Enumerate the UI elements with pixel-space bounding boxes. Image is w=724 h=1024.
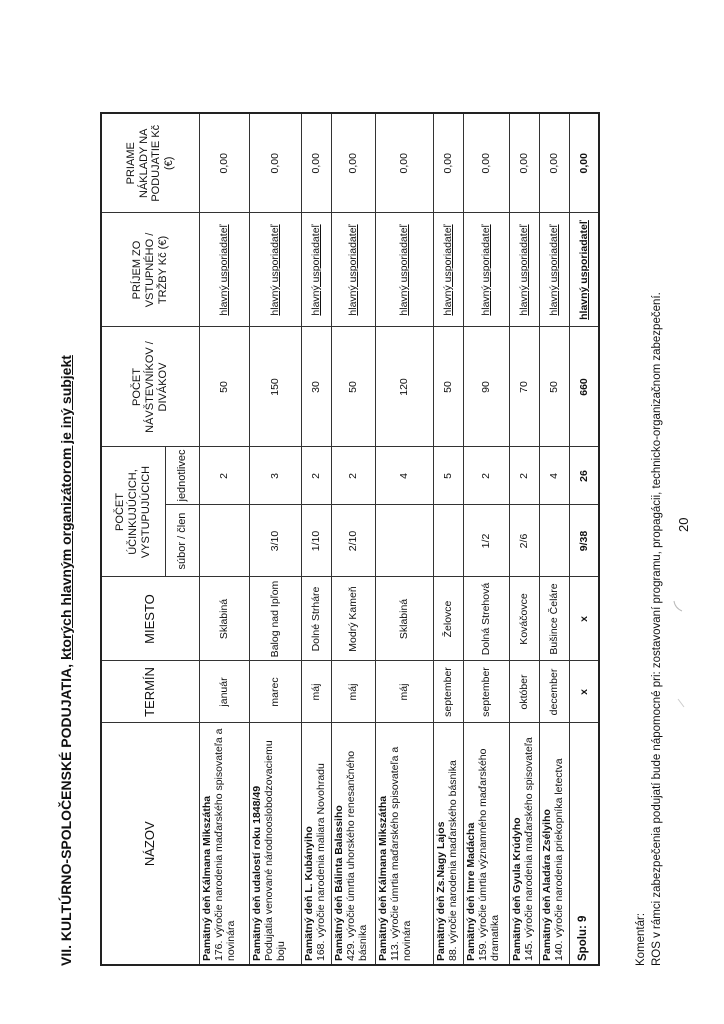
event-costs: 0,00 bbox=[463, 113, 509, 213]
total-date: x bbox=[569, 661, 599, 723]
organizer-label: hlavný usporiadateľ bbox=[217, 224, 230, 316]
event-title: Pamätný deň Aladára Zsélyiho bbox=[540, 809, 553, 961]
event-place: Sklabiná bbox=[375, 577, 433, 661]
total-individual: 26 bbox=[569, 447, 599, 505]
pencil-mark-icon bbox=[673, 600, 683, 612]
event-cell bbox=[509, 723, 539, 965]
event-visitors: 90 bbox=[463, 327, 509, 447]
organizer-label: hlavný usporiadateľ bbox=[268, 224, 281, 316]
event-visitors: 50 bbox=[539, 327, 569, 447]
event-title: Pamätný deň Zs.Nagy Lajos bbox=[434, 821, 447, 961]
event-individual: 5 bbox=[433, 447, 463, 505]
event-desc: 429. výročie úmrtia uhorského renesančného básnika bbox=[344, 750, 369, 961]
event-costs: 0,00 bbox=[331, 113, 375, 213]
event-date: september bbox=[463, 661, 509, 723]
event-ensemble: 1/10 bbox=[301, 505, 331, 577]
event-visitors: 120 bbox=[375, 327, 433, 447]
event-ensemble: 3/10 bbox=[249, 505, 301, 577]
event-visitors: 50 bbox=[331, 327, 375, 447]
event-desc: 113. výročie úmrtia maďarského spisovateľa a novinára bbox=[388, 746, 413, 961]
event-date: máj bbox=[301, 661, 331, 723]
event-individual: 2 bbox=[301, 447, 331, 505]
event-individual: 2 bbox=[331, 447, 375, 505]
event-title: Pamätný deň Kálmana Mikszátha bbox=[200, 795, 213, 961]
total-visitors: 660 bbox=[569, 327, 599, 447]
event-cell bbox=[199, 723, 249, 965]
comment-text: ROS v rámci zabezpečenia podujatí bude nápomocné pri: zostavovaní programu, propagácii, technicko-organizačnom zabezpečení. bbox=[650, 292, 663, 966]
event-cell bbox=[301, 723, 331, 965]
organizer-label: hlavný usporiadateľ bbox=[309, 224, 322, 316]
event-ensemble: 1/2 bbox=[463, 505, 509, 577]
table-row bbox=[375, 113, 433, 965]
header-costs: PRIAME NÁKLADY NA PODUJATIE Kč (€) bbox=[101, 113, 199, 213]
event-visitors: 50 bbox=[433, 327, 463, 447]
event-costs: 0,00 bbox=[509, 113, 539, 213]
header-visitors: POČET NÁVŠTEVNÍKOV / DIVÁKOV bbox=[101, 327, 199, 447]
event-title: Pamätný deň Kálmana Mikszátha bbox=[376, 795, 389, 961]
event-date: január bbox=[199, 661, 249, 723]
organizer-label: hlavný usporiadateľ bbox=[577, 220, 590, 320]
section-title-text: VII. KULTÚRNO-SPOLOČENSKÉ PODUJATIA, bbox=[58, 663, 74, 966]
total-row bbox=[569, 113, 599, 965]
event-income bbox=[301, 213, 331, 327]
page-number: 20 bbox=[676, 517, 691, 532]
organizer-label: hlavný usporiadateľ bbox=[397, 224, 410, 316]
total-income bbox=[569, 213, 599, 327]
event-ensemble bbox=[433, 505, 463, 577]
organizer-label: hlavný usporiadateľ bbox=[547, 224, 560, 316]
event-desc: Podujatia venované národnooslobodzovaciemu boju bbox=[262, 740, 287, 961]
event-costs: 0,00 bbox=[539, 113, 569, 213]
table-row bbox=[331, 113, 375, 965]
event-individual: 3 bbox=[249, 447, 301, 505]
event-place: Bušince Čeláre bbox=[539, 577, 569, 661]
event-costs: 0,00 bbox=[249, 113, 301, 213]
event-place: Sklabiná bbox=[199, 577, 249, 661]
event-cell bbox=[433, 723, 463, 965]
event-place: Kováčovce bbox=[509, 577, 539, 661]
event-date: máj bbox=[375, 661, 433, 723]
event-income bbox=[249, 213, 301, 327]
event-costs: 0,00 bbox=[375, 113, 433, 213]
event-ensemble bbox=[199, 505, 249, 577]
event-ensemble bbox=[375, 505, 433, 577]
comment-block bbox=[634, 292, 665, 966]
event-cell bbox=[463, 723, 509, 965]
event-visitors: 70 bbox=[509, 327, 539, 447]
event-place: Balog nad Ipľom bbox=[249, 577, 301, 661]
total-costs: 0,00 bbox=[569, 113, 599, 213]
event-costs: 0,00 bbox=[433, 113, 463, 213]
table-row bbox=[433, 113, 463, 965]
event-cell bbox=[375, 723, 433, 965]
events-table bbox=[100, 112, 600, 966]
event-title: Pamätný deň Bálinta Balassiho bbox=[332, 805, 345, 961]
event-desc: 140. výročie narodenia priekopníka letectva bbox=[552, 758, 565, 961]
event-ensemble bbox=[539, 505, 569, 577]
event-desc: 159. výročie úmrtia významného maďarského dramatika bbox=[476, 748, 501, 961]
table-row bbox=[509, 113, 539, 965]
total-label: Spolu: 9 bbox=[569, 723, 599, 965]
organizer-label: hlavný usporiadateľ bbox=[517, 224, 530, 316]
event-title: Pamätný deň L. Kubányiho bbox=[302, 826, 315, 961]
event-date: september bbox=[433, 661, 463, 723]
event-individual: 4 bbox=[375, 447, 433, 505]
event-income bbox=[199, 213, 249, 327]
table-row bbox=[463, 113, 509, 965]
event-place: Dolná Strehová bbox=[463, 577, 509, 661]
section-subtitle: ktorých hlavným organizátorom je iný subjekt bbox=[58, 355, 74, 661]
event-individual: 2 bbox=[509, 447, 539, 505]
event-individual: 2 bbox=[199, 447, 249, 505]
header-individual: jednotlivec bbox=[165, 447, 199, 505]
event-title: Pamätný deň Gyula Krúdyho bbox=[510, 817, 523, 961]
event-date: december bbox=[539, 661, 569, 723]
event-ensemble: 2/6 bbox=[509, 505, 539, 577]
event-income bbox=[509, 213, 539, 327]
table-row bbox=[539, 113, 569, 965]
event-cell bbox=[331, 723, 375, 965]
event-visitors: 150 bbox=[249, 327, 301, 447]
header-place: MIESTO bbox=[101, 577, 199, 661]
event-ensemble: 2/10 bbox=[331, 505, 375, 577]
header-date: TERMÍN bbox=[101, 661, 199, 723]
event-costs: 0,00 bbox=[301, 113, 331, 213]
event-income bbox=[539, 213, 569, 327]
event-cell bbox=[249, 723, 301, 965]
event-visitors: 50 bbox=[199, 327, 249, 447]
table-row bbox=[301, 113, 331, 965]
event-costs: 0,00 bbox=[199, 113, 249, 213]
comment-label: Komentár: bbox=[635, 912, 647, 966]
event-cell bbox=[539, 723, 569, 965]
organizer-label: hlavný usporiadateľ bbox=[346, 224, 359, 316]
table-row bbox=[249, 113, 301, 965]
event-title: Pamätný deň udalostí roku 1848/49 bbox=[250, 785, 263, 961]
event-desc: 176. výročie narodenia maďarského spisovateľa a novinára bbox=[212, 728, 237, 961]
event-desc: 88. výročie narodenia maďarského básnika bbox=[446, 760, 459, 961]
event-title: Pamätný deň Imre Madácha bbox=[464, 822, 477, 961]
event-place: Dolné Strháre bbox=[301, 577, 331, 661]
event-individual: 4 bbox=[539, 447, 569, 505]
event-date: marec bbox=[249, 661, 301, 723]
section-title bbox=[58, 355, 74, 966]
event-desc: 145. výročie narodenia maďarského spisovateľa bbox=[522, 737, 535, 961]
organizer-label: hlavný usporiadateľ bbox=[441, 224, 454, 316]
event-income bbox=[331, 213, 375, 327]
table-row bbox=[199, 113, 249, 965]
event-desc: 168. výročie narodenia maliara Novohradu bbox=[314, 763, 327, 961]
event-visitors: 30 bbox=[301, 327, 331, 447]
header-ensemble: súbor / člen bbox=[165, 505, 199, 577]
event-income bbox=[433, 213, 463, 327]
header-income: PRÍJEM ZO VSTUPNÉHO / TRŽBY Kč (€) bbox=[101, 213, 199, 327]
total-ensemble: 9/38 bbox=[569, 505, 599, 577]
event-place: Modrý Kameň bbox=[331, 577, 375, 661]
total-place: x bbox=[569, 577, 599, 661]
pencil-mark-icon bbox=[677, 698, 685, 708]
event-date: máj bbox=[331, 661, 375, 723]
event-income bbox=[463, 213, 509, 327]
header-performers: POČET ÚČINKUJÚCICH, VYSTUPUJÚCICH bbox=[101, 447, 165, 577]
event-individual: 2 bbox=[463, 447, 509, 505]
event-date: október bbox=[509, 661, 539, 723]
header-name: NÁZOV bbox=[101, 723, 199, 965]
event-place: Želovce bbox=[433, 577, 463, 661]
event-income bbox=[375, 213, 433, 327]
organizer-label: hlavný usporiadateľ bbox=[479, 224, 492, 316]
